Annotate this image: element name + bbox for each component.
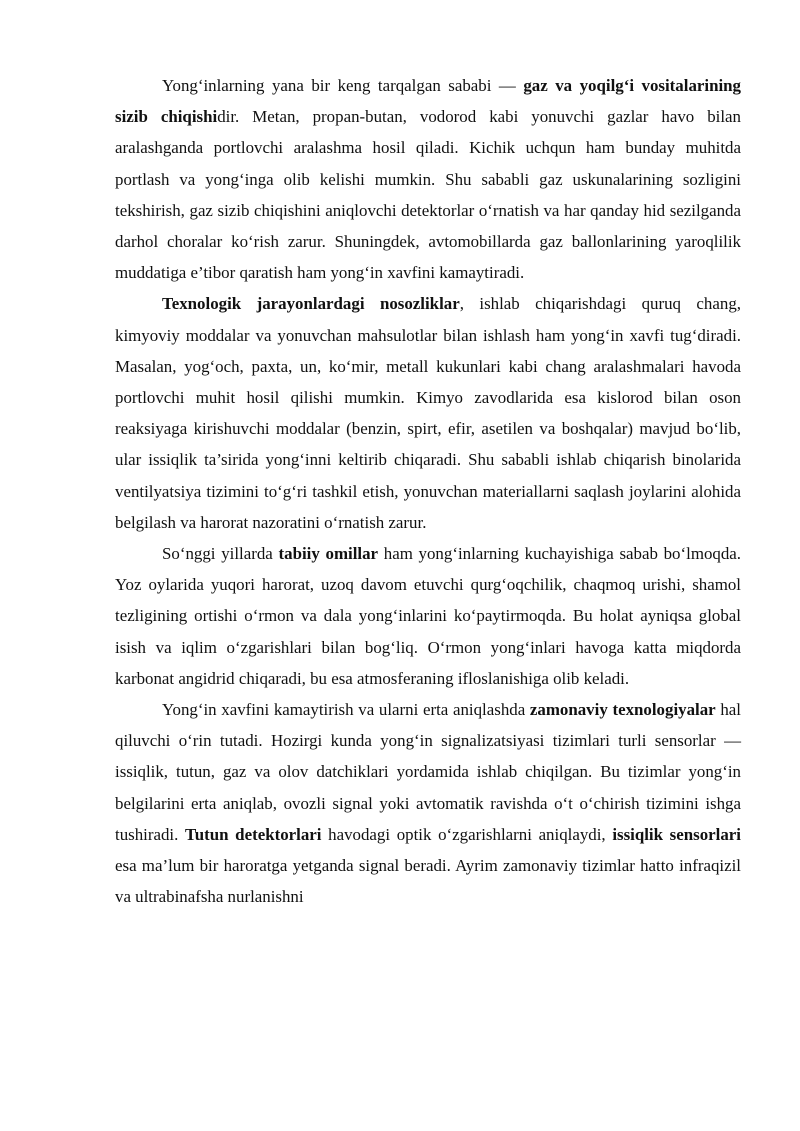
paragraph-technological-faults: [115, 288, 741, 538]
document-page: [115, 70, 741, 912]
paragraph-text: esa ma’lum bir haroratga yetganda signal beradi. Ayrim zamonaviy tizimlar hatto infraqizil va ultrabinafsha nurlanishni: [115, 856, 741, 907]
bold-term: Tutun detektorlari: [185, 824, 322, 844]
paragraph-text: So‘nggi yillarda: [162, 544, 279, 564]
paragraph-natural-factors: [115, 538, 741, 694]
bold-term: Texnologik jarayonlardagi nosozliklar: [162, 294, 460, 314]
bold-term: tabiiy omillar: [278, 544, 379, 564]
paragraph-text: dir. Metan, propan-butan, vodorod kabi yonuvchi gazlar havo bilan aralashganda portlovchi aralashma hosil qiladi. Kichik uchqun ham bunday muhitda portlash va yong‘inga olib kelishi mumkin. Shu sababli gaz uskunalarining sozligini tekshirish, gaz sizib chiqishini aniqlovchi detektorlar o‘rnatish va har qanday hid sezilganda darhol choralar ko‘rish zarur. Shuningdek, avtomobillarda gaz ballonlarining yaroqlilik muddatiga e’tibor qaratish ham yong‘in xavfini kamaytiradi.: [115, 107, 741, 283]
paragraph-text: , ishlab chiqarishdagi quruq chang, kimyoviy moddalar va yonuvchan mahsulotlar bilan ishlash ham yong‘in xavfi tug‘diradi. Masalan, yog‘och, paxta, un, ko‘mir, metall kukunlari kabi chang aralashmalari havoda portlovchi muhit hosil qilishi mumkin. Kimyo zavodlarida esa kislorod bilan oson reaksiyaga kirishuvchi moddalar (benzin, spirt, efir, asetilen va boshqalar) mavjud bo‘lib, ular issiqlik ta’sirida yong‘inni keltirib chiqaradi. Shu sababli ishlab chiqarish binolarida ventilyatsiya tizimini to‘g‘ri tashkil etish, yonuvchan materiallarni saqlash joylarini alohida belgilash va harorat nazoratini o‘rnatish zarur.: [115, 294, 741, 532]
paragraph-text: Yong‘inlarning yana bir keng tarqalgan sababi —: [162, 76, 524, 95]
paragraph-text: ham yong‘inlarning kuchayishiga sabab bo‘lmoqda. Yoz oylarida yuqori harorat, uzoq davom etuvchi qurg‘oqchilik, chaqmoq urishi, shamol tezligining ortishi o‘rmon va dala yong‘inlarini ko‘paytirmoqda. Bu holat ayniqsa global isish va iqlim o‘zgarishlari bilan bog‘liq. O‘rmon yong‘inlari havoga katta miqdorda karbonat angidrid chiqaradi, bu esa atmosferaning ifloslanishiga olib keladi.: [115, 544, 742, 688]
paragraph-modern-technologies: [115, 694, 741, 912]
bold-term: zamonaviy texnologiyalar: [529, 700, 716, 720]
paragraph-text: Yong‘in xavfini kamaytirish va ularni erta aniqlashda: [162, 700, 530, 720]
paragraph-text: hal qiluvchi o‘rin tutadi. Hozirgi kunda yong‘in signalizatsiyasi tizimlari turli sensorlar — issiqlik, tutun, gaz va olov datchiklari yordamida ishlab chiqilgan. Bu tizimlar yong‘in belgilarini erta aniqlab, ovozli signal yoki avtomatik ravishda o‘t o‘chirish tizimini ishga tushiradi.: [115, 700, 741, 844]
paragraph-text: havodagi optik o‘zgarishlarni aniqlaydi,: [321, 824, 613, 844]
bold-term: gaz va yoqilg‘i vositalarining sizib chiqishi: [115, 76, 742, 127]
paragraph-gas-leaks: [115, 70, 741, 288]
bold-term: issiqlik sensorlari: [612, 824, 741, 844]
